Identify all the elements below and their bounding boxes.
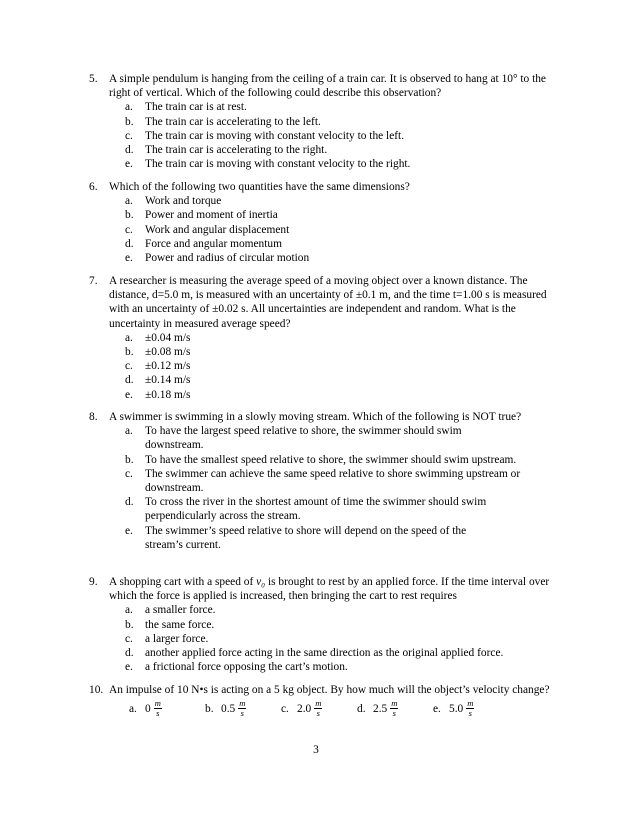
option-text: Power and moment of inertia [145,209,278,222]
option-d [125,495,525,523]
option-b [125,618,569,632]
option-letter: a. [129,702,137,715]
option-text: ±0.18 m/s [145,388,191,401]
unit-fraction [314,699,322,718]
options-list [125,424,569,552]
unit-numerator: m [391,698,398,709]
question-text-part: A shopping cart with a speed of [109,576,257,588]
unit-denominator: s [156,708,160,719]
option-text: To have the largest speed relative to shore, the swimmer should swim downstream. [145,425,462,452]
option-a [125,424,505,452]
unit-numerator: m [239,698,246,709]
option-d [125,373,569,387]
question-number: 10. [89,684,104,696]
option-text: The train car is accelerating to the right. [145,144,328,157]
option-letter: e. [125,524,133,537]
option-letter: c. [125,129,133,142]
question-number: 8. [89,411,98,423]
option-letter: b. [125,346,134,359]
option-letter: d. [125,496,134,509]
option-text: ±0.14 m/s [145,374,191,387]
options-list [129,699,569,718]
unit-denominator: s [392,708,396,719]
option-letter: e. [433,702,441,715]
option-d [125,143,569,157]
option-text: Work and torque [145,195,222,208]
option-text: a smaller force. [145,604,216,617]
option-letter: b. [205,702,214,715]
option-text: The train car is moving with constant velocity to the right. [145,158,411,171]
question-9 [89,575,569,674]
unit-fraction [390,699,398,718]
option-text: Power and radius of circular motion [145,252,310,265]
unit-denominator: s [316,708,320,719]
option-d [125,237,569,251]
option-a [125,194,569,208]
option-a [125,100,569,114]
option-text: a larger force. [145,632,209,645]
question-text: An impulse of 10 N•s is acting on a 5 kg object. By how much will the object’s velocity change? [109,684,550,696]
option-value: 0 [145,702,151,715]
option-e [125,660,569,674]
question-number: 6. [89,181,98,193]
option-text: The swimmer’s speed relative to shore will depend on the speed of the stream’s current. [145,524,467,551]
option-letter: c. [125,223,133,236]
option-letter: e. [125,388,133,401]
question-text: Which of the following two quantities have the same dimensions? [109,181,410,193]
option-letter: a. [125,425,133,438]
option-value: 2.5 [373,702,388,715]
question-6 [89,180,569,265]
option-text: The train car is accelerating to the left. [145,115,321,128]
option-a [125,331,569,345]
option-c [125,632,569,646]
question-number: 7. [89,275,98,287]
option-text: ±0.08 m/s [145,346,191,359]
option-text: The train car is at rest. [145,101,247,114]
page-number: 3 [313,744,319,756]
unit-numerator: m [467,698,474,709]
option-value: 2.0 [297,702,312,715]
unit-denominator: s [240,708,244,719]
option-c [281,699,357,718]
option-e [125,388,569,402]
option-a [129,699,205,718]
question-text: A researcher is measuring the average speed of a moving object over a known distance. The distance, d=5.0 m, is measured with an uncertainty of ±0.1 m, and the time t=1.00 s is measured with an uncertainty of ±0.02 s. All uncertainties are independent and random. What is the uncertainty in measured average speed? [109,275,547,330]
option-letter: d. [125,374,134,387]
option-value: 5.0 [449,702,464,715]
options-list [125,194,569,265]
unit-fraction [466,699,474,718]
options-list [125,331,569,402]
option-letter: c. [125,360,133,373]
option-letter: c. [125,632,133,645]
unit-numerator: m [154,698,161,709]
option-letter: d. [357,702,366,715]
option-d [125,646,569,660]
option-letter: e. [125,252,133,265]
option-b [125,453,569,467]
option-letter: a. [125,101,133,114]
option-text: Force and angular momentum [145,237,282,250]
option-text: To cross the river in the shortest amount of time the swimmer should swim perpendicularly across the stream. [145,496,487,523]
option-letter: c. [125,467,133,480]
option-letter: c. [281,702,289,715]
option-c [125,129,569,143]
unit-numerator: m [315,698,322,709]
option-letter: d. [125,237,134,250]
option-letter: b. [125,618,134,631]
question-number: 9. [89,576,98,588]
option-value: 0.5 [221,702,236,715]
option-b [125,345,569,359]
unit-fraction [238,699,246,718]
question-text [109,575,569,603]
question-number: 5. [89,73,98,85]
option-letter: a. [125,195,133,208]
option-text: another applied force acting in the same direction as the original applied force. [145,647,504,660]
option-c [125,467,573,495]
option-letter: b. [125,453,134,466]
question-8 [89,410,569,552]
question-text-part: is brought to rest by an applied force. If the time interval over which the force is applied is increased, then bringing the cart to rest requires [109,576,550,603]
options-list [125,100,569,171]
option-letter: b. [125,115,134,128]
option-a [125,603,569,617]
option-letter: e. [125,158,133,171]
question-text: A simple pendulum is hanging from the ceiling of a train car. It is observed to hang at 10° to the right of vertical. Which of the following could describe this observation? [109,73,546,100]
option-b [125,208,569,222]
unit-denominator: s [468,708,472,719]
option-b [125,115,569,129]
question-5 [89,72,569,171]
option-e [125,524,505,552]
option-letter: a. [125,604,133,617]
option-text: ±0.04 m/s [145,331,191,344]
option-text: The train car is moving with constant velocity to the left. [145,129,405,142]
option-letter: d. [125,647,134,660]
option-e [125,157,569,171]
option-d [357,699,433,718]
question-7 [89,274,569,402]
option-b [205,699,281,718]
question-text: A swimmer is swimming in a slowly moving stream. Which of the following is NOT true? [109,411,522,423]
question-10 [89,683,569,718]
option-text: a frictional force opposing the cart’s motion. [145,661,348,674]
option-text: The swimmer can achieve the same speed relative to shore swimming upstream or downstream. [145,467,521,495]
option-text: Work and angular displacement [145,223,290,236]
option-letter: e. [125,661,133,674]
options-list [125,603,569,674]
option-text: To have the smallest speed relative to shore, the swimmer should swim upstream. [145,453,517,466]
unit-fraction [154,699,162,718]
option-letter: a. [125,331,133,344]
option-letter: b. [125,209,134,222]
velocity-symbol: v₀ [256,576,266,588]
option-c [125,223,569,237]
option-text: the same force. [145,618,215,631]
option-c [125,359,569,373]
option-letter: d. [125,144,134,157]
option-text: ±0.12 m/s [145,360,191,373]
option-e [125,251,569,265]
option-e [433,699,509,718]
